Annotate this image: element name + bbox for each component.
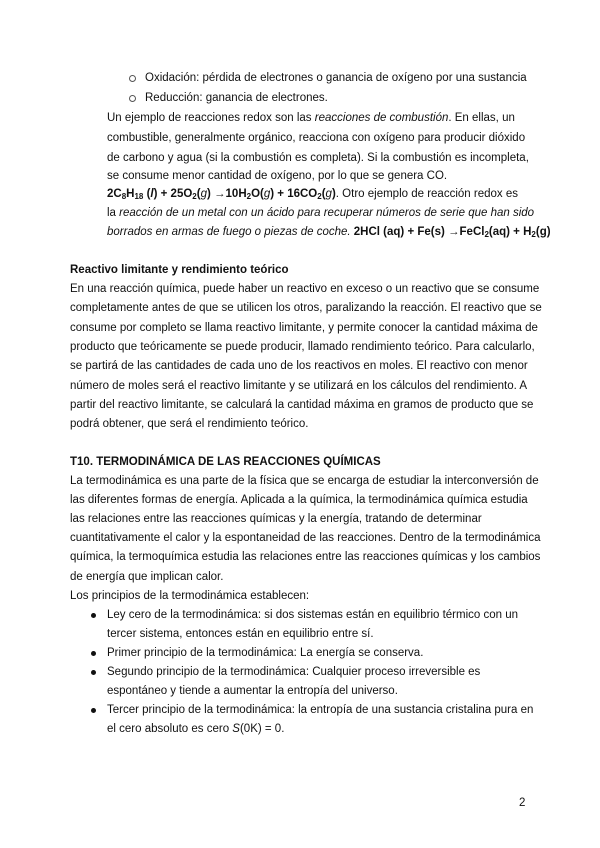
text-line: de carbono y agua (si la combustión es completa). Si la combustión es incompleta, <box>107 152 529 164</box>
text: . Otro ejemplo de reacción redox es <box>335 188 518 200</box>
circle-bullet-icon <box>129 75 136 82</box>
italic-text: reacción de un metal con un ácido para recuperar números de serie que han sido <box>119 207 535 219</box>
bullet-icon <box>91 708 96 713</box>
text-line: consume por completo se llama reactivo limitante, y permite conocer la cantidad máxima de <box>70 321 538 334</box>
text-line: Segundo principio de la termodinámica: Cualquier proceso irreversible es <box>107 665 481 678</box>
text-line: se consume menor cantidad de oxígeno, por lo que se genera CO. <box>107 170 448 182</box>
sub-bullet-text: Reducción: ganancia de electrones. <box>145 92 328 104</box>
sub-bullet-text: Oxidación: pérdida de electrones o ganancia de oxígeno por una sustancia <box>145 72 527 84</box>
text-line: podrá obtener, que será el rendimiento teórico. <box>70 418 309 431</box>
text-line: Los principios de la termodinámica establecen: <box>70 589 310 602</box>
text: . En ellas, un <box>448 112 515 124</box>
text: Un ejemplo de reacciones redox son las <box>107 112 315 124</box>
text-line: En una reacción química, puede haber un reactivo en exceso o un reactivo que se consume <box>70 283 540 295</box>
combustion-equation: $2C_8H_{18}$ $(l) + 25O_2(g) \to 10H_2O(g) + 16CO_2(g)$ <box>107 188 336 201</box>
text-line: partir del reactivo limitante, se calculará la cantidad máxima en gramos de producto que se <box>70 398 534 411</box>
text-line: Ley cero de la termodinámica: si dos sistemas están en equilibrio térmico con un <box>107 608 519 621</box>
italic-text: borrados en armas de fuego o piezas de coche. <box>107 226 351 238</box>
text-line: Tercer principio de la termodinámica: la entropía de una sustancia cristalina pura en <box>107 704 534 716</box>
text-line: las diferentes formas de energía. Aplicada a la química, la termodinámica química estudia <box>70 494 528 507</box>
text-line: La termodinámica es una parte de la física que se encarga de estudiar la interconversión de <box>70 475 539 487</box>
section-heading: Reactivo limitante y rendimiento teórico <box>70 264 289 276</box>
text-line: combustible, generalmente orgánico, reacciona con oxígeno para producir dióxido <box>107 132 526 144</box>
bullet-icon <box>91 651 96 656</box>
text-line: completamente antes de que se utilicen los otros, paralizando la reacción. El reactivo que se <box>70 302 542 315</box>
text-line: se partirá de las cantidades de cada uno de los reactivos en moles. El reactivo con menor <box>70 360 528 373</box>
text-line: número de moles será el reactivo limitante y se utilizará en los cálculos del rendimiento. A <box>70 379 528 392</box>
text-line: las relaciones entre las reacciones químicas y la energía, tratando de determinar <box>70 513 482 526</box>
page-number: 2 <box>519 797 526 809</box>
text-line: tercer sistema, entonces están en equilibrio entre sí. <box>107 627 374 640</box>
text-line <box>107 110 515 126</box>
text-line: Primer principio de la termodinámica: La energía se conserva. <box>107 646 424 659</box>
text-line <box>107 224 551 240</box>
italic-text: reacciones de combustión <box>314 112 449 124</box>
text-line: el cero absoluto es cero S(0K) = 0. <box>107 723 285 735</box>
text-line: espontáneo y tiende a aumentar la entropía del universo. <box>107 684 398 697</box>
text-line: de energía que implican calor. <box>70 570 224 583</box>
text: la <box>107 207 120 219</box>
circle-bullet-icon <box>129 95 136 102</box>
section-heading: T10. TERMODINÁMICA DE LAS REACCIONES QUÍMICAS <box>70 456 381 468</box>
bullet-icon <box>91 613 96 618</box>
text-line: producto que teóricamente se puede producir, llamado rendimiento teórico. Para calcularlo, <box>70 340 535 353</box>
text-line: química, la termoquímica estudia las relaciones entre las reacciones químicas y los cambios <box>70 551 541 564</box>
bullet-icon <box>91 670 96 675</box>
text-line: cuantitativamente el calor y la espontaneidad de las reacciones. Dentro de la termodinámica <box>70 532 541 545</box>
text-line <box>107 205 534 221</box>
metal-acid-equation: 2HCl (aq) + Fe(s) →FeCl$_2$(aq) + $H_2(g)$ <box>350 226 551 239</box>
combustion-equation-line <box>107 186 518 202</box>
